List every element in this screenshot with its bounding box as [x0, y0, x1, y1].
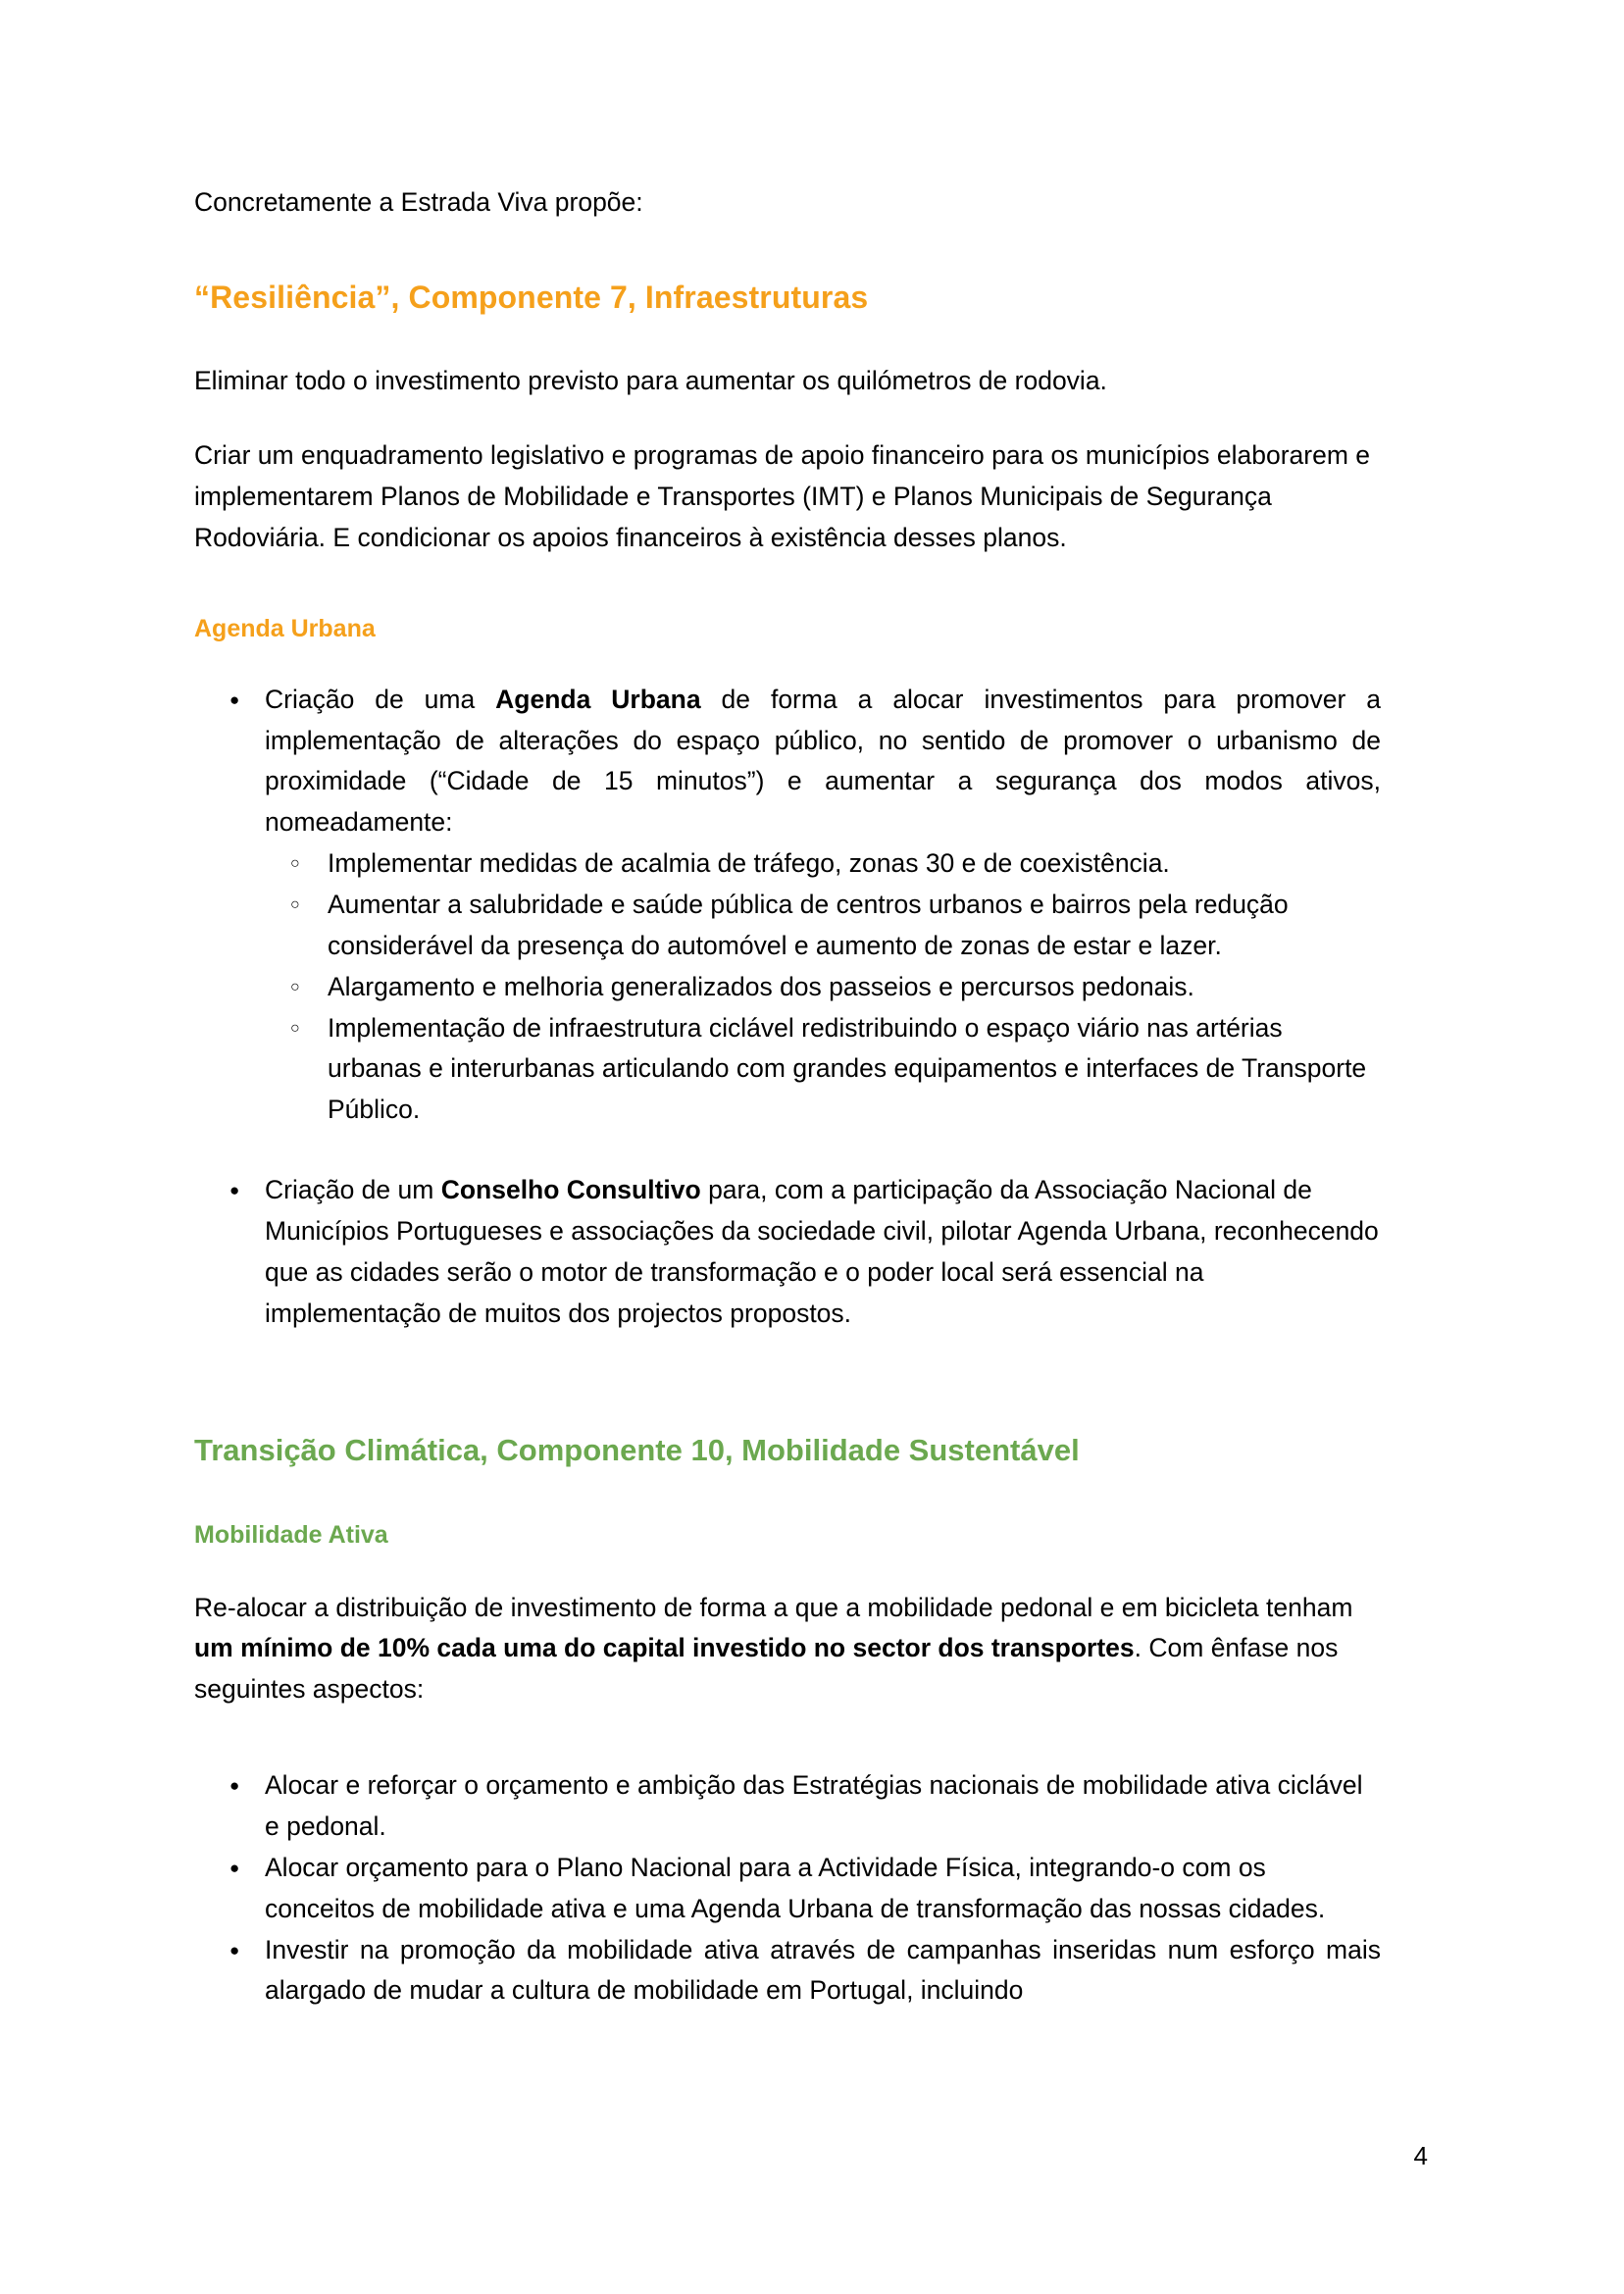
bullet-text-1-bold: Conselho Consultivo	[440, 1175, 701, 1205]
spacer	[194, 1744, 1381, 1765]
agenda-urbana-bullet-list	[194, 680, 1381, 1131]
subbullet-text-2: Alargamento e melhoria generalizados dos passeios e percursos pedonais.	[328, 971, 1194, 1001]
section-heading-resiliencia: “Resiliência”, Componente 7, Infraestruturas	[194, 279, 869, 315]
resiliencia-paragraph-1: Eliminar todo o investimento previsto para aumentar os quilómetros de rodovia.	[194, 366, 1107, 396]
transicao-paragraph-1	[194, 1588, 1381, 1711]
mobilidade-ativa-bullet-list	[194, 1765, 1381, 2012]
section-heading-transicao-climatica: Transição Climática, Componente 10, Mobilidade Sustentável	[194, 1432, 1080, 1467]
list-item	[194, 680, 1381, 1131]
list-item	[265, 967, 1381, 1008]
bullet-text-1-post: para, com a participação da Associação Nacional de Municípios Portugueses e associações da sociedade civil, pilotar Agenda Urbana, reconhecendo que as cidades serão o motor de transformação e o poder local será essencial na implementação de muitos dos projectos propostos.	[265, 1175, 1379, 1328]
resiliencia-paragraph-2: Criar um enquadramento legislativo e programas de apoio financeiro para os municípios elaborarem e implementarem Planos de Mobilidade e Transportes (IMT) e Planos Municipais de Segurança Rodoviária. E condicionar os apoios financeiros à existência desses planos.	[194, 440, 1371, 552]
page-number: 4	[1413, 2141, 1428, 2170]
list-item	[194, 1930, 1381, 2013]
spacer	[194, 1131, 1381, 1170]
transicao-paragraph-1-pre: Re-alocar a distribuição de investimento de forma a que a mobilidade pedonal e em bicicleta tenham	[194, 1592, 1353, 1622]
bullet-text-1-pre: Criação de um	[265, 1175, 441, 1205]
lead-paragraph: Concretamente a Estrada Viva propõe:	[194, 187, 643, 217]
subbullet-text-1: Aumentar a salubridade e saúde pública de centros urbanos e bairros pela redução considerável da presença do automóvel e aumento de zonas de estar e lazer.	[328, 889, 1289, 960]
mobilidade-bullet-text-0: ● Alocar e reforçar o orçamento e ambição das Estratégias nacionais de mobilidade ativa ciclável e pedonal.	[265, 1770, 1363, 1841]
list-item	[265, 843, 1381, 885]
subheading-agenda-urbana: Agenda Urbana	[194, 614, 376, 642]
bullet-text-0	[265, 680, 1381, 843]
list-item	[194, 1765, 1381, 1848]
list-item	[265, 1008, 1381, 1132]
mobilidade-bullet-text-2: ● Investir na promoção da mobilidade ativa através de campanhas inseridas num esforço mais alargado de mudar a cultura de mobilidade em Portugal, incluindo	[265, 1934, 1381, 2006]
list-item	[194, 1170, 1381, 1334]
conselho-consultivo-bullet-list	[194, 1170, 1381, 1334]
transicao-paragraph-1-bold: um mínimo de 10% cada uma do capital investido no sector dos transportes	[194, 1633, 1135, 1663]
bullet-text-1	[265, 1170, 1381, 1334]
mobilidade-bullet-text-1: ● Alocar orçamento para o Plano Nacional para a Actividade Física, integrando-o com os conceitos de mobilidade ativa e uma Agenda Urbana de transformação das nossas cidades.	[265, 1852, 1326, 1923]
bullet-text-0-bold: Agenda Urbana	[495, 684, 701, 714]
agenda-urbana-subbullet-list	[265, 843, 1381, 1131]
subheading-mobilidade-ativa: Mobilidade Ativa	[194, 1520, 388, 1549]
subbullet-text-0: Implementar medidas de acalmia de tráfego, zonas 30 e de coexistência.	[328, 848, 1170, 879]
bullet-text-0-post: de forma a alocar investimentos para promover a implementação de alterações do espaço público, no sentido de promover o urbanismo de proximidade (“Cidade de 15 minutos”) e aumentar a segurança dos modos ativos, nomeadamente:	[265, 684, 1381, 838]
list-item	[265, 885, 1381, 967]
page-content	[194, 182, 1381, 2012]
subbullet-text-3: Implementação de infraestrutura ciclável redistribuindo o espaço viário nas artérias urbanas e interurbanas articulando com grandes equipamentos e interfaces de Transporte Público.	[328, 1012, 1367, 1125]
list-item	[194, 1848, 1381, 1930]
bullet-text-0-pre: Criação de uma	[265, 684, 496, 714]
transicao-paragraph-1-post: . Com ênfase nos seguintes aspectos:	[194, 1633, 1339, 1705]
